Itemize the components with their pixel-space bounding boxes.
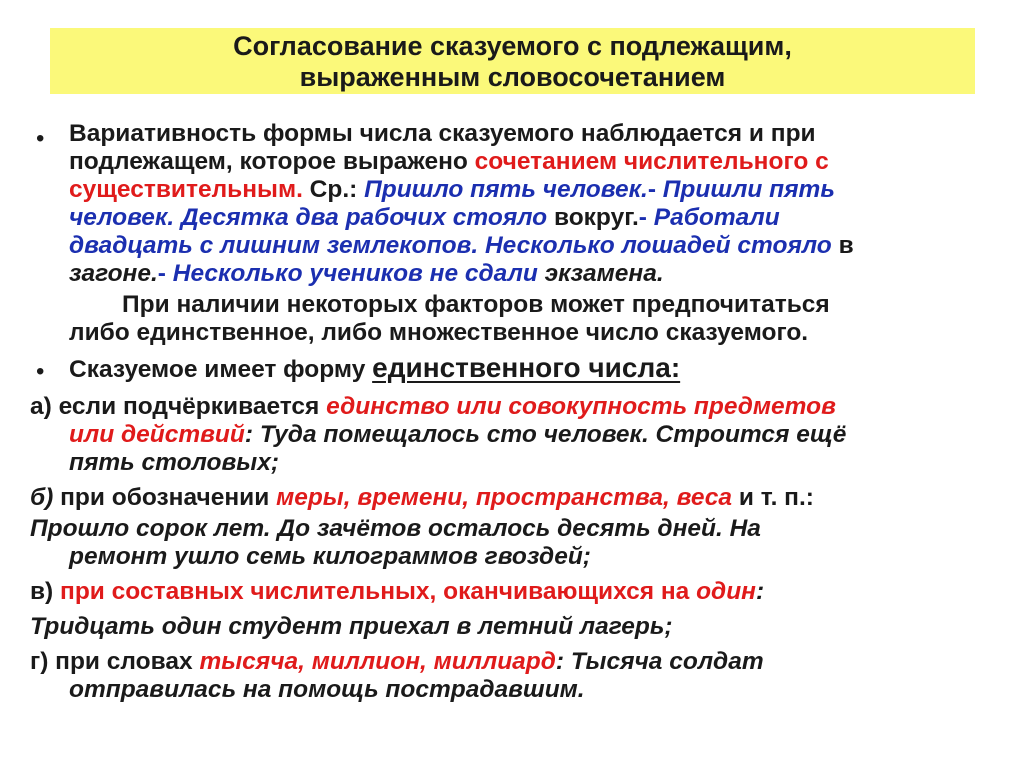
item-g-line-2: отправилась на помощь пострадавшим.: [69, 676, 585, 703]
p1-line-7: При наличии некоторых факторов может предпочитаться: [122, 291, 830, 318]
p1-line-6: загоне.- Несколько учеников не сдали экзамена.: [69, 260, 664, 287]
item-b-line-3: ремонт ушло семь килограммов гвоздей;: [69, 543, 591, 570]
p2-line: Сказуемое имеет форму единственного числа:: [69, 352, 681, 383]
bullet-1: •: [36, 125, 45, 152]
title-banner: [50, 28, 975, 94]
p1-line-8: либо единственное, либо множественное число сказуемого.: [69, 319, 809, 346]
item-a-line-3: пять столовых;: [69, 449, 279, 476]
item-b-line-2: Прошло сорок лет. До зачётов осталось десять дней. На: [30, 515, 761, 542]
item-v-line-1: в) при составных числительных, оканчивающихся на один:: [30, 578, 765, 605]
item-b-line-1: б) при обозначении меры, времени, пространства, веса и т. п.:: [30, 484, 814, 511]
item-a-line-1: а) если подчёркивается единство или совокупность предметов: [30, 393, 836, 420]
item-v-line-2: Тридцать один студент приехал в летний лагерь;: [30, 613, 673, 640]
p1-line-3: существительным. Ср.: Пришло пять человек.- Пришли пять: [69, 176, 835, 203]
p1-line-5: двадцать с лишним землекопов. Несколько лошадей стояло в: [69, 232, 854, 259]
p1-line-1: Вариативность формы числа сказуемого наблюдается и при: [69, 120, 816, 147]
item-a-line-2: или действий: Туда помещалось сто человек. Строится ещё: [69, 421, 847, 448]
bullet-2: •: [36, 358, 45, 385]
item-g-line-1: г) при словах тысяча, миллион, миллиард: Тысяча солдат: [30, 648, 764, 675]
title-line-2: выраженным словосочетанием: [299, 62, 726, 92]
p1-line-2: подлежащем, которое выражено сочетанием числительного с: [69, 148, 829, 175]
p1-line-4: человек. Десятка два рабочих стояло вокруг.- Работали: [69, 204, 780, 231]
title-line-1: Согласование сказуемого с подлежащим,: [233, 31, 792, 61]
